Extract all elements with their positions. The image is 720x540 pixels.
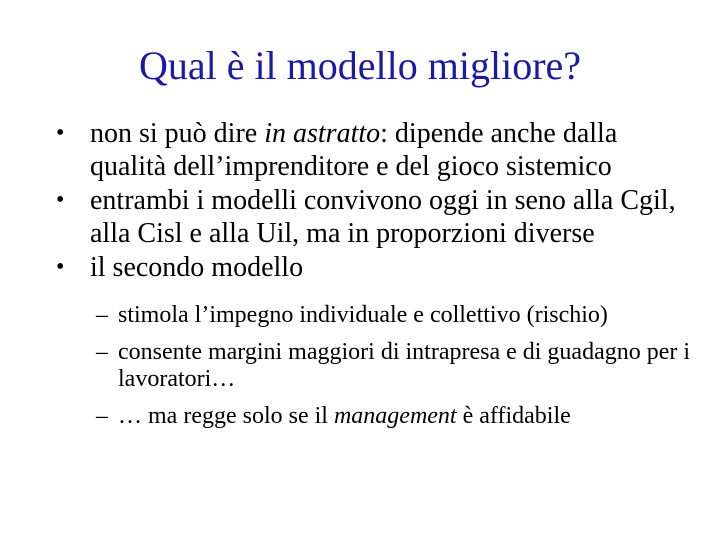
bullet-marker: • (56, 254, 65, 280)
bullet-2-text: entrambi i modelli convivono oggi in seno alla Cgil, alla Cisl e alla Uil, ma in proporzioni diverse (90, 185, 676, 249)
sub-item-3-text-post: è affidabile (456, 403, 571, 429)
bullet-marker: • (56, 120, 65, 146)
slide-title: Qual è il modello migliore? (138, 43, 582, 88)
bullet-1-text-post: : dipende anche dalla qualità dell’imprenditore e del gioco sistemico (90, 118, 618, 182)
bullet-item-2 (56, 184, 696, 250)
bullet-item-1 (56, 117, 696, 183)
bullet-1-text-pre: non si può dire (90, 118, 265, 149)
bullet-item-3 (56, 251, 696, 284)
sub-item-3-text-pre: … ma regge solo se il (118, 403, 334, 429)
bullet-list (56, 117, 696, 440)
sub-item-3-text-em: management (333, 403, 457, 429)
sub-bullet-list (56, 302, 696, 430)
bullet-3-text: il secondo modello (90, 252, 304, 283)
sub-marker: – (96, 302, 108, 328)
sub-marker: – (96, 403, 108, 429)
sub-item-1-text: stimola l’impegno individuale e collettivo (rischio) (118, 302, 608, 328)
bullet-marker: • (56, 187, 65, 213)
sub-marker: – (96, 339, 108, 365)
sub-item-2 (96, 339, 696, 393)
bullet-1-text-em: in astratto (264, 118, 381, 149)
sub-item-2-text: consente margini maggiori di intrapresa e di guadagno per i lavoratori… (118, 339, 691, 392)
sub-item-3 (96, 403, 696, 430)
sub-item-1 (96, 302, 696, 329)
